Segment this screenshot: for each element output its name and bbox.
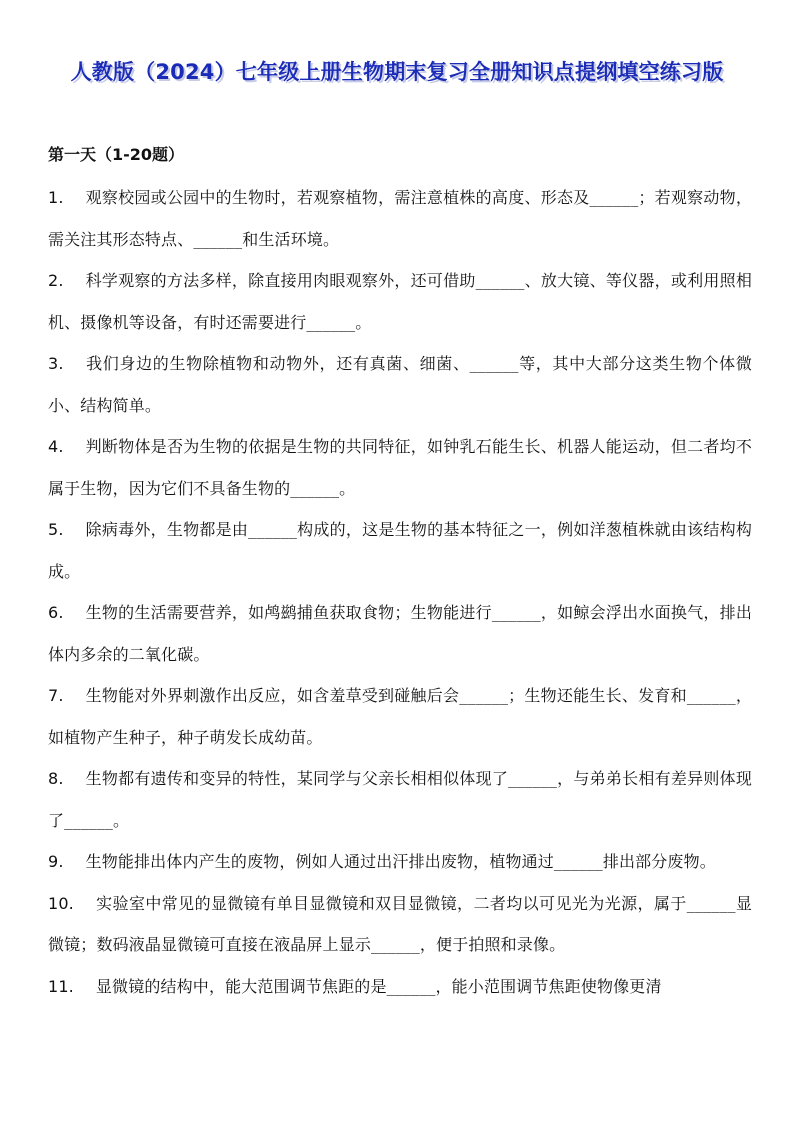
question-text: 实验室中常见的显微镜有单目显微镜和双目显微镜，二者均以可见光为光源，属于______显微镜；数码液晶显微镜可直接在液晶屏上显示______，便于拍照和录像。 <box>48 893 752 954</box>
question-number: 5. <box>48 520 64 539</box>
question-item <box>48 426 752 509</box>
question-number: 7. <box>48 686 64 705</box>
section-heading: 第一天（1-20题） <box>48 145 185 164</box>
question-number: 3. <box>48 354 64 373</box>
question-number: 9. <box>48 852 64 871</box>
question-text: 生物能对外界刺激作出反应，如含羞草受到碰触后会______；生物还能生长、发育和______，如植物产生种子，种子萌发长成幼苗。 <box>48 686 752 747</box>
question-item <box>48 966 752 1008</box>
question-text: 我们身边的生物除植物和动物外，还有真菌、细菌、______等，其中大部分这类生物个体微小、结构简单。 <box>48 354 752 415</box>
question-item <box>48 260 752 343</box>
question-item <box>48 841 752 883</box>
question-item <box>48 509 752 592</box>
question-number: 6. <box>48 603 64 622</box>
question-number: 2. <box>48 271 64 290</box>
question-text: 显微镜的结构中，能大范围调节焦距的是______，能小范围调节焦距使物像更清 <box>95 976 662 996</box>
question-number: 10. <box>48 893 74 913</box>
question-list <box>48 177 752 1007</box>
question-item <box>48 675 752 758</box>
document-title: 人教版（2024）七年级上册生物期末复习全册知识点提纲填空练习版 <box>70 60 724 84</box>
question-item <box>48 883 752 966</box>
question-text: 观察校园或公园中的生物时，若观察植物，需注意植株的高度、形态及______；若观察动物，需关注其形态特点、______和生活环境。 <box>48 188 752 249</box>
question-number: 11. <box>48 976 74 996</box>
question-item <box>48 343 752 426</box>
question-text: 科学观察的方法多样，除直接用肉眼观察外，还可借助______、放大镜、等仪器，或利用照相机、摄像机等设备，有时还需要进行______。 <box>48 271 752 332</box>
question-item <box>48 592 752 675</box>
question-number: 4. <box>48 437 64 456</box>
question-item <box>48 177 752 260</box>
question-item <box>48 758 752 841</box>
question-number: 8. <box>48 769 64 788</box>
question-text: 生物都有遗传和变异的特性，某同学与父亲长相相似体现了______，与弟弟长相有差异则体现了______。 <box>48 769 752 830</box>
question-text: 生物的生活需要营养，如鸬鹚捕鱼获取食物；生物能进行______，如鲸会浮出水面换气，排出体内多余的二氧化碳。 <box>48 603 752 664</box>
question-number: 1. <box>48 188 64 207</box>
question-text: 判断物体是否为生物的依据是生物的共同特征，如钟乳石能生长、机器人能运动，但二者均不属于生物，因为它们不具备生物的______。 <box>48 437 752 498</box>
question-text: 生物能排出体内产生的废物，例如人通过出汗排出废物，植物通过______排出部分废物。 <box>85 852 716 871</box>
question-text: 除病毒外，生物都是由______构成的，这是生物的基本特征之一，例如洋葱植株就由该结构构成。 <box>48 520 752 581</box>
